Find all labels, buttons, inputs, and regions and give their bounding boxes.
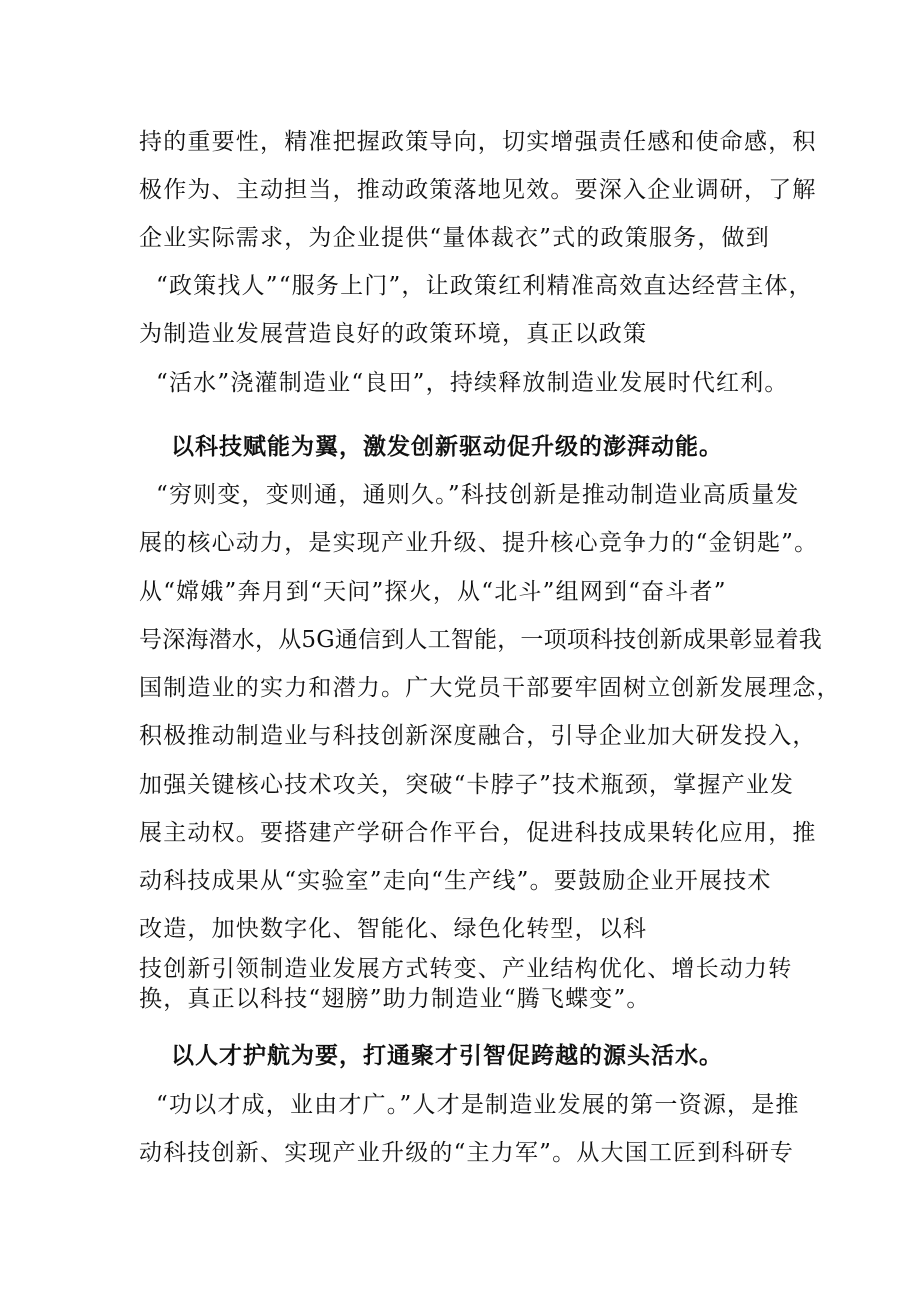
- paragraph-line: 技创新引领制造业发展方式转变、产业结构优化、增长动力转: [139, 956, 793, 982]
- paragraph-line: “政策找人”“服务上门”，让政策红利精准高效直达经营主体，: [156, 273, 813, 299]
- paragraph-line: 持的重要性，精准把握政策导向，切实增强责任感和使命感，积: [139, 129, 817, 155]
- paragraph-line: 展的核心动力，是实现产业升级、提升核心竞争力的“金钥匙”。: [139, 530, 819, 556]
- paragraph-line: 极作为、主动担当，推动政策落地见效。要深入企业调研，了解: [139, 177, 817, 203]
- paragraph-line: 企业实际需求，为企业提供“量体裁衣”式的政策服务，做到: [139, 225, 770, 251]
- paragraph-line: 改造，加快数字化、智能化、绿色化转型，以科: [139, 916, 648, 942]
- paragraph-line: “活水”浇灌制造业“良田”，持续释放制造业发展时代红利。: [156, 370, 789, 396]
- paragraph-line: 国制造业的实力和潜力。广大党员干部要牢固树立创新发展理念，: [139, 675, 841, 701]
- paragraph-line: 积极推动制造业与科技创新深度融合，引导企业加大研发投入，: [139, 723, 817, 749]
- paragraph-line: 加强关键核心技术攻关，突破“卡脖子”技术瓶颈，掌握产业发: [139, 772, 795, 798]
- paragraph-line: 动科技成果从“实验室”走向“生产线”。要鼓励企业开展技术: [139, 868, 772, 894]
- section-heading: 以科技赋能为翼，激发创新驱动促升级的澎湃动能。: [171, 433, 723, 460]
- paragraph-line: 换，真正以科技“翅膀”助力制造业“腾飞蝶变”。: [139, 986, 651, 1012]
- paragraph-line: “功以才成，业由才广。”人才是制造业发展的第一资源，是推: [156, 1092, 800, 1118]
- section-heading: 以人才护航为要，打通聚才引智促跨越的源头活水。: [171, 1042, 723, 1069]
- paragraph-line: 从“嫦娥”奔月到“天问”探火，从“北斗”组网到“奋斗者”: [139, 579, 727, 605]
- paragraph-line: 号深海潜水，从5G通信到人工智能，一项项科技创新成果彰显着我: [139, 627, 823, 653]
- paragraph-line: 动科技创新、实现产业升级的“主力军”。从大国工匠到科研专: [139, 1140, 795, 1166]
- paragraph-line: 为制造业发展营造良好的政策环境，真正以政策: [139, 321, 648, 347]
- paragraph-line: “穷则变，变则通，通则久。”科技创新是推动制造业高质量发: [156, 482, 800, 508]
- paragraph-line: 展主动权。要搭建产学研合作平台，促进科技成果转化应用，推: [139, 820, 817, 846]
